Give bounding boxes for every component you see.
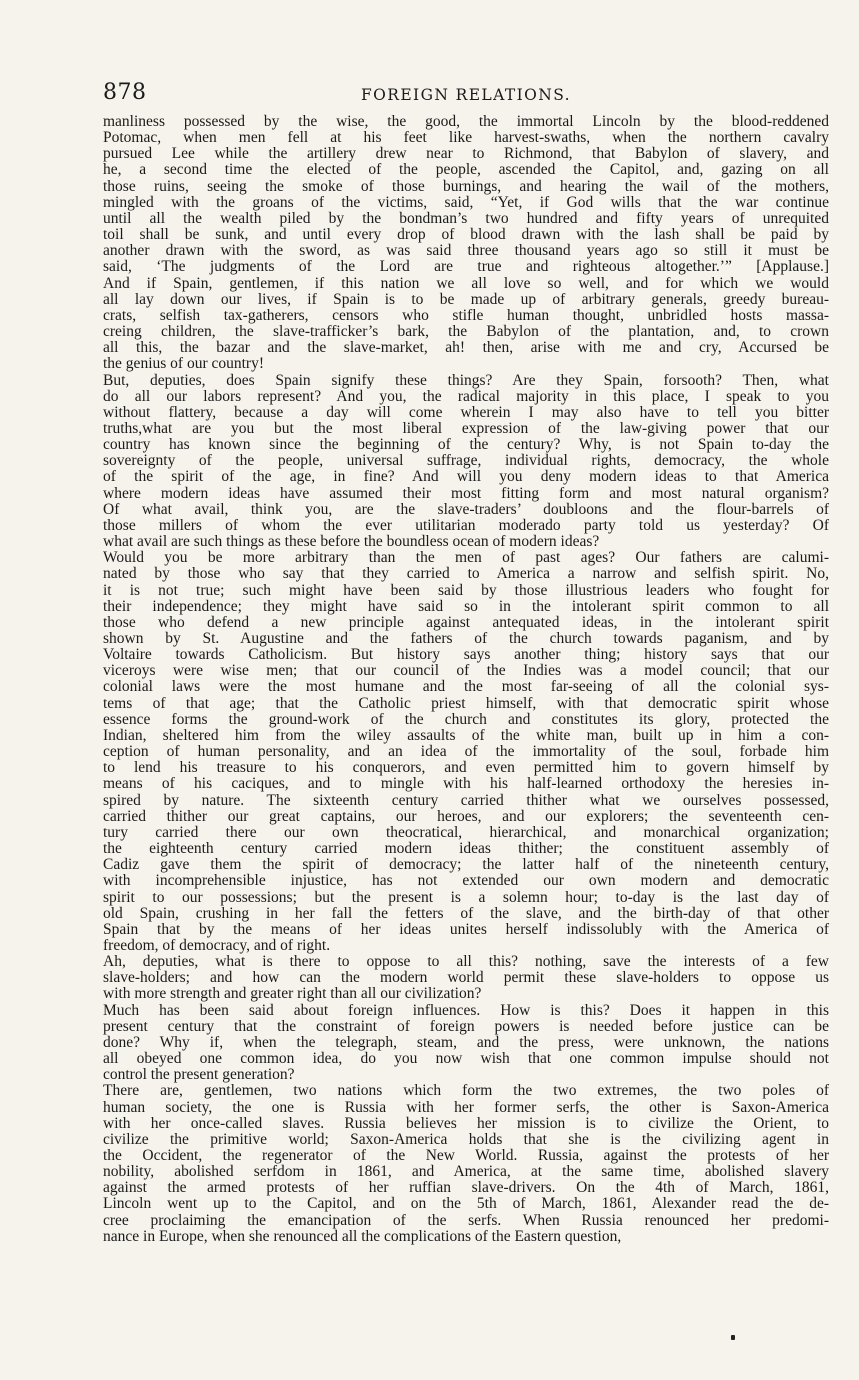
- text-line: manliness possessed by the wise, the good, the immortal Lincoln by the blood-reddened: [103, 113, 829, 130]
- text-line: viceroys were wise men; that our council of the Indies was a model council; that our: [103, 662, 829, 680]
- text-line: of the spirit of the age, in fine? And will you deny modern ideas to that America: [103, 468, 829, 486]
- text-line: And if Spain, gentlemen, if this nation we all love so well, and for which we would: [103, 274, 829, 292]
- text-line: spirit to our possessions; but the present is a solemn hour; to-day is the last day of: [103, 888, 829, 906]
- text-line: There are, gentlemen, two nations which form the two extremes, the two poles of: [103, 1082, 829, 1100]
- text-line: tems of that age; that the Catholic priest himself, with that democratic spirit whose: [103, 694, 829, 712]
- text-line: ception of human personality, and an idea of the immortality of the soul, forbade him: [103, 743, 829, 761]
- text-line: cree proclaiming the emancipation of the serfs. When Russia renounced her predomi-: [103, 1211, 829, 1229]
- text-line: toil shall be sunk, and until every drop of blood drawn with the lash shall be paid by: [103, 226, 829, 244]
- text-line: nobility, abolished serfdom in 1861, and America, at the same time, abolished slavery: [103, 1163, 829, 1181]
- paragraph: [103, 373, 829, 551]
- text-line: Lincoln went up to the Capitol, and on the 5th of March, 1861, Alexander read the de-: [103, 1195, 829, 1213]
- text-line: all this, the bazar and the slave-market, ah! then, arise with me and cry, Accursed be: [103, 339, 829, 357]
- page-number: 878: [103, 80, 147, 105]
- text-line: nance in Europe, when she renounced all the complications of the Eastern question,: [103, 1227, 622, 1245]
- text-line: mingled with the groans of the victims, said, “Yet, if God wills that the war continue: [103, 193, 829, 211]
- text-line: Potomac, when men fell at his feet like harvest-swaths, when the northern cavalry: [103, 129, 829, 147]
- text-line: it is not true; such might have been said by those illustrious leaders who fought for: [103, 581, 829, 599]
- paragraph: [103, 954, 829, 1002]
- text-line: Would you be more arbitrary than the men of past ages? Our fathers are calumi-: [103, 549, 829, 567]
- text-line: civilize the primitive world; Saxon-America holds that she is the civilizing agent in: [103, 1130, 829, 1148]
- text-line: Voltaire towards Catholicism. But history says another thing; history says that our: [103, 646, 829, 664]
- text-line: carried thither our great captains, our heroes, and our explorers; the seventeenth cen-: [103, 807, 829, 825]
- running-head: FOREIGN RELATIONS.: [361, 86, 571, 104]
- paragraph: [103, 1003, 829, 1084]
- text-line: those millers of whom the ever utilitarian moderado party told us yesterday? Of: [103, 516, 829, 534]
- text-line: against the armed protests of her ruffian slave-drivers. On the 4th of March, 1861,: [103, 1179, 829, 1197]
- paragraph: [103, 550, 829, 954]
- text-line: spired by nature. The sixteenth century carried thither what we ourselves possessed,: [103, 791, 829, 809]
- text-line: country has known since the beginning of the century? Why, is not Spain to-day the: [103, 436, 829, 454]
- paragraph: [103, 114, 829, 373]
- page-header: [103, 80, 829, 114]
- text-line: done? Why if, when the telegraph, steam, and the press, were unknown, the nations: [103, 1033, 829, 1051]
- text-line: those who defend a new principle against antequated ideas, in the intolerant spirit: [103, 613, 829, 631]
- text-line: with more strength and greater right than all our civilization?: [103, 985, 482, 1003]
- text-line: slave-holders; and how can the modern world permit these slave-holders to oppose us: [103, 969, 829, 987]
- text-line: their independence; they might have said so in the intolerant spirit common to all: [103, 597, 829, 615]
- text-line: with her once-called slaves. Russia believes her mission is to civilize the Orient, to: [103, 1114, 829, 1132]
- text-line: the Occident, the regenerator of the New World. Russia, against the protests of her: [103, 1147, 829, 1164]
- text-line: all lay down our lives, if Spain is to be made up of arbitrary generals, greedy bureau-: [103, 290, 829, 308]
- text-line: colonial laws were the most humane and the most far-seeing of all the colonial sys-: [103, 678, 829, 696]
- text-line: with incomprehensible injustice, has not extended our own modern and democratic: [103, 872, 829, 890]
- text-line: those ruins, seeing the smoke of those burnings, and hearing the wail of the mothers,: [103, 177, 829, 195]
- document-page: [103, 80, 829, 1245]
- text-line: Spain that by the means of her ideas unites herself indissolubly with the America of: [103, 920, 829, 938]
- text-line: freedom, of democracy, and of right.: [103, 936, 331, 954]
- text-line: nated by those who say that they carried to America a narrow and selfish spirit. No,: [103, 565, 829, 583]
- paragraph: [103, 1083, 829, 1245]
- text-line: sovereignty of the people, universal suffrage, individual rights, democracy, the whole: [103, 452, 829, 470]
- body-text: [103, 114, 829, 1245]
- text-line: Ah, deputies, what is there to oppose to all this? nothing, save the interests of a few: [103, 953, 829, 971]
- text-line: control the present generation?: [103, 1066, 295, 1084]
- text-line: But, deputies, does Spain signify these things? Are they Spain, forsooth? Then, what: [103, 371, 829, 389]
- text-line: old Spain, crushing in her fall the fetters of the slave, and the birth-day of that other: [103, 904, 829, 922]
- text-line: essence forms the ground-work of the church and constitutes its glory, protected the: [103, 710, 829, 728]
- text-line: Of what avail, think you, are the slave-traders’ doubloons and the flour-barrels of: [103, 500, 829, 518]
- text-line: crats, selfish tax-gatherers, censors who stifle human thought, unbridled hosts massa-: [103, 306, 829, 324]
- text-line: pursued Lee while the artillery drew near to Richmond, that Babylon of slavery, and: [103, 145, 829, 163]
- text-line: where modern ideas have assumed their most fitting form and most natural organism?: [103, 484, 829, 502]
- text-line: said, ‘The judgments of the Lord are true and righteous altogether.’” [Applause.]: [103, 258, 829, 276]
- text-line: means of his caciques, and to mingle with his half-learned orthodoxy the heresies in-: [103, 775, 829, 793]
- print-speck: [731, 1335, 735, 1340]
- text-line: what avail are such things as these before the boundless ocean of modern ideas?: [103, 533, 600, 551]
- text-line: shown by St. Augustine and the fathers of the church towards paganism, and by: [103, 630, 829, 647]
- text-line: human society, the one is Russia with her former serfs, the other is Saxon-America: [103, 1098, 829, 1116]
- text-line: Indian, sheltered him from the wiley assaults of the white man, built up in him a con-: [103, 726, 829, 744]
- text-line: all obeyed one common idea, do you now wish that one common impulse should not: [103, 1050, 829, 1068]
- text-line: he, a second time the elected of the people, ascended the Capitol, and, gazing on all: [103, 161, 829, 179]
- text-line: the eighteenth century carried modern ideas thither; the constituent assembly of: [103, 840, 829, 858]
- text-line: Cadiz gave them the spirit of democracy; the latter half of the nineteenth century,: [103, 856, 829, 874]
- text-line: another drawn with the sword, as was said three thousand years ago so still it must be: [103, 242, 829, 260]
- text-line: creing children, the slave-trafficker’s bark, the Babylon of the plantation, and, to crown: [103, 323, 829, 341]
- text-line: Much has been said about foreign influences. How is this? Does it happen in this: [103, 1001, 829, 1019]
- text-line: do all our labors represent? And you, the radical majority in this place, I speak to you: [103, 387, 829, 405]
- text-line: without flattery, because a day will come wherein I may also have to tell you bitter: [103, 403, 829, 421]
- text-line: the genius of our country!: [103, 355, 264, 373]
- text-line: until all the wealth piled by the bondman’s two hundred and fifty years of unrequited: [103, 209, 829, 227]
- text-line: present century that the constraint of foreign powers is needed before justice can be: [103, 1017, 829, 1035]
- text-line: to lend his treasure to his conquerors, and even permitted him to govern himself by: [103, 759, 829, 777]
- text-line: tury carried there our own theocratical, hierarchical, and monarchical organization;: [103, 823, 829, 841]
- text-line: truths,what are you but the most liberal expression of the law-giving power that our: [103, 419, 829, 437]
